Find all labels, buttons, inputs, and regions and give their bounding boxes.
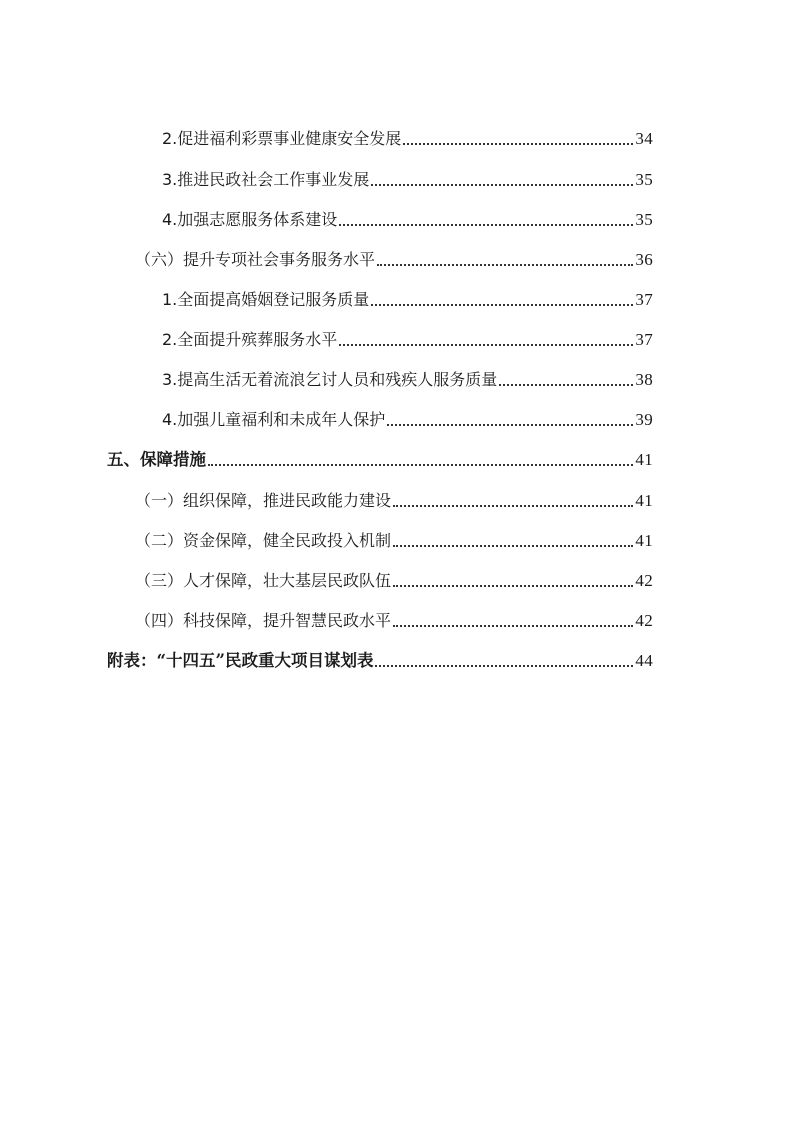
toc-entry[interactable] — [135, 608, 653, 632]
toc-entry-title: 1.全面提高婚姻登记服务质量 — [162, 290, 370, 309]
toc-entry[interactable] — [162, 367, 653, 391]
dot-leader — [371, 184, 633, 186]
dot-leader — [339, 344, 633, 346]
toc-entry-page: 35 — [635, 170, 653, 189]
toc-entry-title: （三）人才保障，壮大基层民政队伍 — [135, 571, 392, 590]
toc-entry-title: （二）资金保障，健全民政投入机制 — [135, 531, 392, 550]
toc-entry[interactable] — [107, 447, 653, 471]
toc-entry[interactable] — [162, 327, 653, 351]
toc-entry-page: 34 — [635, 129, 653, 148]
toc-entry[interactable] — [162, 167, 653, 191]
toc-entry[interactable] — [135, 528, 653, 552]
toc-entry-page: 36 — [635, 250, 653, 269]
toc-entry-page: 39 — [635, 410, 653, 429]
dot-leader — [339, 224, 633, 226]
toc-entry-page: 42 — [635, 571, 653, 590]
toc-entry-title: 4.加强儿童福利和未成年人保护 — [162, 410, 386, 429]
dot-leader — [393, 505, 633, 507]
dot-leader — [499, 384, 633, 386]
toc-entry[interactable] — [135, 568, 653, 592]
dot-leader — [208, 464, 633, 466]
toc-entry[interactable] — [162, 287, 653, 311]
dot-leader — [403, 143, 633, 145]
dot-leader — [393, 545, 633, 547]
toc-entry-title: 3.推进民政社会工作事业发展 — [162, 170, 370, 189]
dot-leader — [377, 264, 633, 266]
toc-entry[interactable] — [162, 207, 653, 231]
dot-leader — [375, 665, 633, 667]
dot-leader — [371, 304, 633, 306]
toc-entry-title: （六）提升专项社会事务服务水平 — [135, 250, 376, 269]
toc-entry-page: 35 — [635, 210, 653, 229]
toc-entry-title: （四）科技保障，提升智慧民政水平 — [135, 611, 392, 630]
toc-entry-title: 附表：“十四五”民政重大项目谋划表 — [107, 651, 374, 670]
toc-entry-title: 2.促进福利彩票事业健康安全发展 — [162, 129, 402, 148]
toc-entry[interactable] — [107, 648, 653, 672]
toc-entry-page: 42 — [635, 611, 653, 630]
toc-entry-page: 44 — [635, 651, 653, 670]
toc-entry-title: 3.提高生活无着流浪乞讨人员和残疾人服务质量 — [162, 370, 498, 389]
toc-entry-page: 41 — [635, 450, 653, 469]
toc-entry[interactable] — [135, 488, 653, 512]
dot-leader — [393, 585, 633, 587]
toc-entry[interactable] — [162, 126, 653, 150]
toc-entry-page: 41 — [635, 491, 653, 510]
toc-entry-page: 41 — [635, 531, 653, 550]
toc-entry-title: 4.加强志愿服务体系建设 — [162, 210, 338, 229]
toc-entry-page: 38 — [635, 370, 653, 389]
toc-entry-page: 37 — [635, 330, 653, 349]
toc-entry-page: 37 — [635, 290, 653, 309]
toc-entry[interactable] — [162, 407, 653, 431]
toc-entry-title: （一）组织保障，推进民政能力建设 — [135, 491, 392, 510]
toc-entry-title: 五、保障措施 — [107, 450, 206, 469]
toc-entry[interactable] — [135, 247, 653, 271]
dot-leader — [387, 424, 633, 426]
dot-leader — [393, 625, 633, 627]
toc-entry-title: 2.全面提升殡葬服务水平 — [162, 330, 338, 349]
